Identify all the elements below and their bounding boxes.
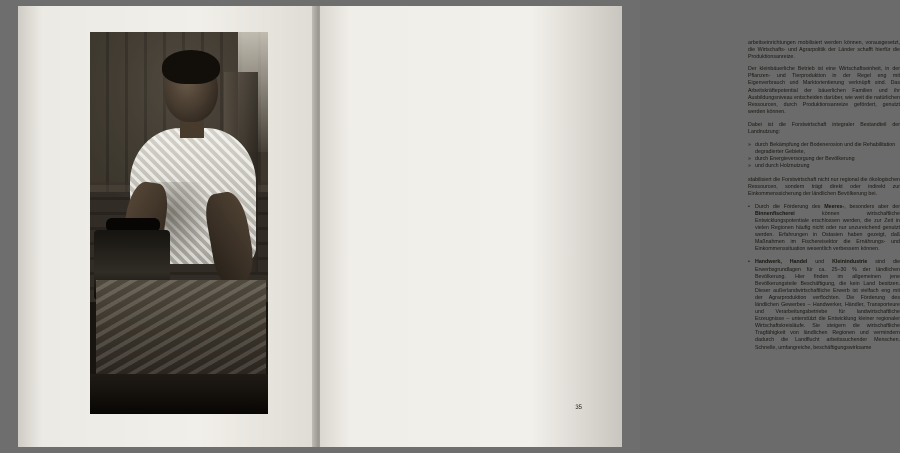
bullet-list [748,142,900,170]
list-item: • Durch die Förderung des Meeres-, besonders aber der Binnenfischerei können wirtschaftliche Entwicklungspotentiale erschlossen werden, die zur Zeit in vielen Regionen häufig nicht oder nur unzureichend genutzt werden. Erfahrungen in Ostasien haben gezeigt, daß Maßnahmen im Fischereisektor die Ernährungs- und Einkommenssituation wesentlich verbessern können. [748,204,900,254]
page-number: 35 [575,405,582,411]
body-text-column [748,40,900,358]
left-page [18,6,320,447]
list-item: » durch Energieversorgung der Bevölkerung [748,156,900,163]
photo-figure-hair [162,50,220,84]
right-page [320,6,900,447]
paragraph: Dabei ist die Forstwirtschaft integraler Bestandteil der Landnutzung: [748,121,900,136]
photo-floor [90,374,268,414]
paragraph: stabilisiert die Forstwirtschaft nicht nur regional die ökologischen Ressourcen, sondern trägt direkt oder indirekt zur Einkommenssicherung der ländlichen Bevölkerung bei. [748,176,900,197]
list-item: » und durch Holznutzung [748,163,900,170]
list-item: » durch Bekämpfung der Bodenerosion und die Rehabilitation degradierter Gebiete, [748,142,900,156]
paragraph: arbeitseinrichtungen mobilisiert werden können, vorausgesetzt, die Wirtschafts- und Agrarpolitik der Länder schafft hierfür die Produktionsanreize. [748,40,900,61]
paragraph: Der kleinbäuerliche Betrieb ist eine Wirtschaftseinheit, in der Pflanzen- und Tierproduktion in der Regel eng mit Eigenverbrauch und Marktorientierung verknüpft sind. Das Arbeitskräftepotential der bäuerlichen Familien und ihr Ausbildungsniveau entscheiden darüber, wie weit die natürlichen Ressourcen, durch Produktionsanreize gefördert, genutzt werden können. [748,66,900,115]
list-item: • Handwerk, Handel und Kleinindustrie sind die Erwerbsgrundlagen für ca. 25–30 % der ländlichen Bevölkerung. Hier finden im allgemeinen jene Bevölkerungsteile Beschäftigung, die kein Land besitzen. Dieser außerlandwirtschaftliche Erwerb ist vielfach eng mit der Agrarproduktion verflochten. Die Förderung des ländlichen Gewerbes – Handwerker, Händler, Transporteure und Verarbeitungsbetriebe für landwirtschaftliche Erzeugnisse – unterstützt die Entwicklung kleiner regionaler Wirtschaftskreisläufe. Sie steigern die wirtschaftliche Tragfähigkeit von ländlichen Regionen und vermindern dadurch die Landflucht arbeitssuchender Menschen. Schnelle, umfangreiche, beschäftigungswirksame [748,259,900,351]
photo-seated-woman-sewing [90,32,268,414]
dash-list [748,204,900,352]
photo-frame [90,32,268,414]
